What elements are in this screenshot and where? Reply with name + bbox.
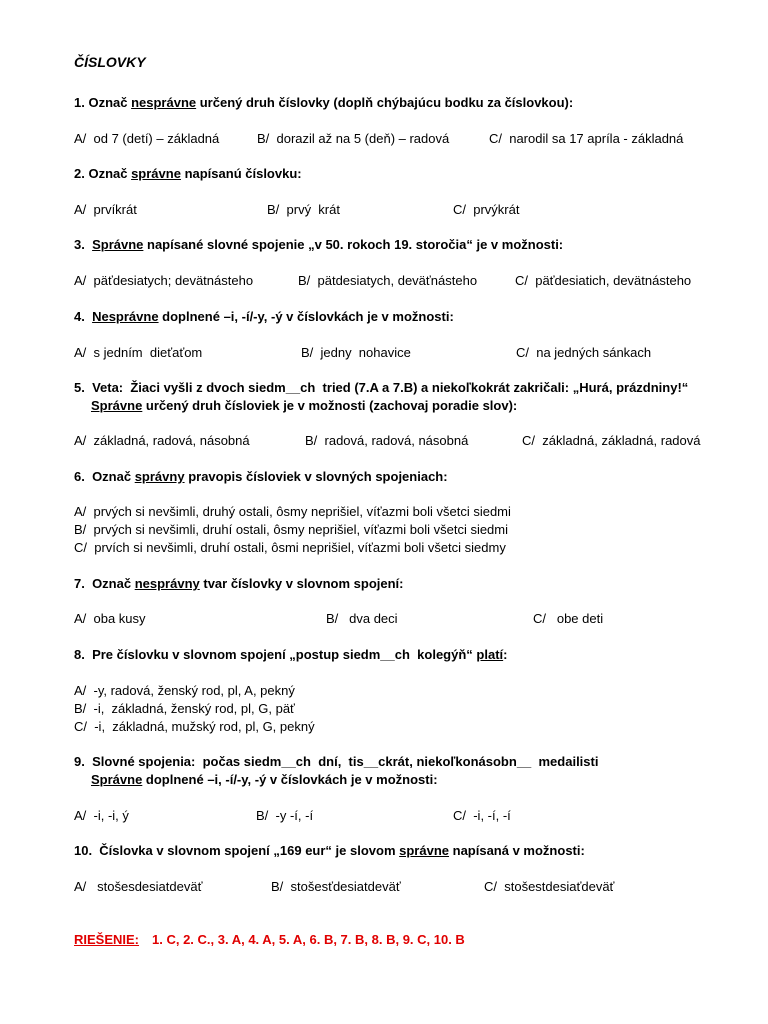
q6-option-a[interactable]: A/ prvých si nevšimli, druhý ostali, ôsmy neprišiel, víťazmi boli všetci siedmi xyxy=(74,504,511,519)
q3-option-c[interactable]: C/ päťdesiatich, devätnásteho xyxy=(515,273,692,288)
q7-option-a[interactable]: A/ oba kusy xyxy=(74,611,146,626)
q6-option-c[interactable]: C/ prvích si nevšimli, druhí ostali, ôsmi neprišiel, víťazmi boli všetci siedmy xyxy=(74,540,506,555)
q8-option-a[interactable]: A/ -y, radová, ženský rod, pl, A, pekný xyxy=(74,683,295,698)
q5-option-b[interactable]: B/ radová, radová, násobná xyxy=(305,433,469,448)
q10-option-c[interactable]: C/ stošestdesiaťdeväť xyxy=(484,879,615,894)
question-5: 5. Veta: Žiaci vyšli z dvoch siedm__ch tried (7.A a 7.B) a niekoľkokrát zakričali: „Hurá, prázdniny!“ xyxy=(74,380,689,395)
q9-option-c[interactable]: C/ -i, -í, -í xyxy=(453,808,511,823)
solution-answers: 1. C, 2. C., 3. A, 4. A, 5. A, 6. B, 7. B, 8. B, 9. C, 10. B xyxy=(152,932,465,947)
question-7: 7. Označ nesprávny tvar číslovky v slovnom spojení: xyxy=(74,576,404,591)
q4-option-c[interactable]: C/ na jedných sánkach xyxy=(516,345,652,360)
q8-option-c[interactable]: C/ -i, základná, mužský rod, pl, G, pekný xyxy=(74,719,315,734)
question-9: 9. Slovné spojenia: počas siedm__ch dní, tis__ckrát, niekoľkonásobn__ medailisti xyxy=(74,754,599,769)
q10-option-a[interactable]: A/ stošesdesiatdeväť xyxy=(74,879,203,894)
q4-option-b[interactable]: B/ jedny nohavice xyxy=(301,345,411,360)
q2-option-a[interactable]: A/ prvíkrát xyxy=(74,202,137,217)
question-9-line2: Správne doplnené –i, -í/-y, -ý v číslovkách je v možnosti: xyxy=(91,772,438,787)
q7-option-b[interactable]: B/ dva deci xyxy=(326,611,398,626)
q5-option-c[interactable]: C/ základná, základná, radová xyxy=(522,433,701,448)
question-10: 10. Číslovka v slovnom spojení „169 eur“ je slovom správne napísaná v možnosti: xyxy=(74,843,585,858)
page-title: ČÍSLOVKY xyxy=(74,54,146,70)
q2-option-c[interactable]: C/ prvýkrát xyxy=(453,202,520,217)
q7-option-c[interactable]: C/ obe deti xyxy=(533,611,604,626)
question-3: 3. Správne napísané slovné spojenie „v 50. rokoch 19. storočia“ je v možnosti: xyxy=(74,237,564,252)
q9-option-b[interactable]: B/ -y -í, -í xyxy=(256,808,314,823)
q3-option-a[interactable]: A/ päťdesiatych; devätnásteho xyxy=(74,273,254,288)
question-5-line2: Správne určený druh čísloviek je v možnosti (zachovaj poradie slov): xyxy=(91,398,518,413)
question-1: 1. Označ nesprávne určený druh číslovky (doplň chýbajúcu bodku za číslovkou): xyxy=(74,95,574,110)
question-4: 4. Nesprávne doplnené –i, -í/-y, -ý v číslovkách je v možnosti: xyxy=(74,309,454,324)
q10-option-b[interactable]: B/ stošesťdesiatdeväť xyxy=(271,879,401,894)
q1-option-c[interactable]: C/ narodil sa 17 apríla - základná xyxy=(489,131,684,146)
q2-option-b[interactable]: B/ prvý krát xyxy=(267,202,340,217)
q1-option-a[interactable]: A/ od 7 (detí) – základná xyxy=(74,131,220,146)
question-8: 8. Pre číslovku v slovnom spojení „postup siedm__ch kolegýň“ platí: xyxy=(74,647,508,662)
question-2: 2. Označ správne napísanú číslovku: xyxy=(74,166,302,181)
q4-option-a[interactable]: A/ s jedním dieťaťom xyxy=(74,345,203,360)
q6-option-b[interactable]: B/ prvých si nevšimli, druhí ostali, ôsmy neprišiel, víťazmi boli všetci siedmi xyxy=(74,522,509,537)
q3-option-b[interactable]: B/ pätdesiatych, deväťnásteho xyxy=(298,273,478,288)
q9-option-a[interactable]: A/ -i, -i, ý xyxy=(74,808,129,823)
q5-option-a[interactable]: A/ základná, radová, násobná xyxy=(74,433,250,448)
solution-label: RIEŠENIE: xyxy=(74,932,140,947)
question-6: 6. Označ správny pravopis čísloviek v slovných spojeniach: xyxy=(74,469,448,484)
q8-option-b[interactable]: B/ -i, základná, ženský rod, pl, G, päť xyxy=(74,701,295,716)
q1-option-b[interactable]: B/ dorazil až na 5 (deň) – radová xyxy=(257,131,450,146)
